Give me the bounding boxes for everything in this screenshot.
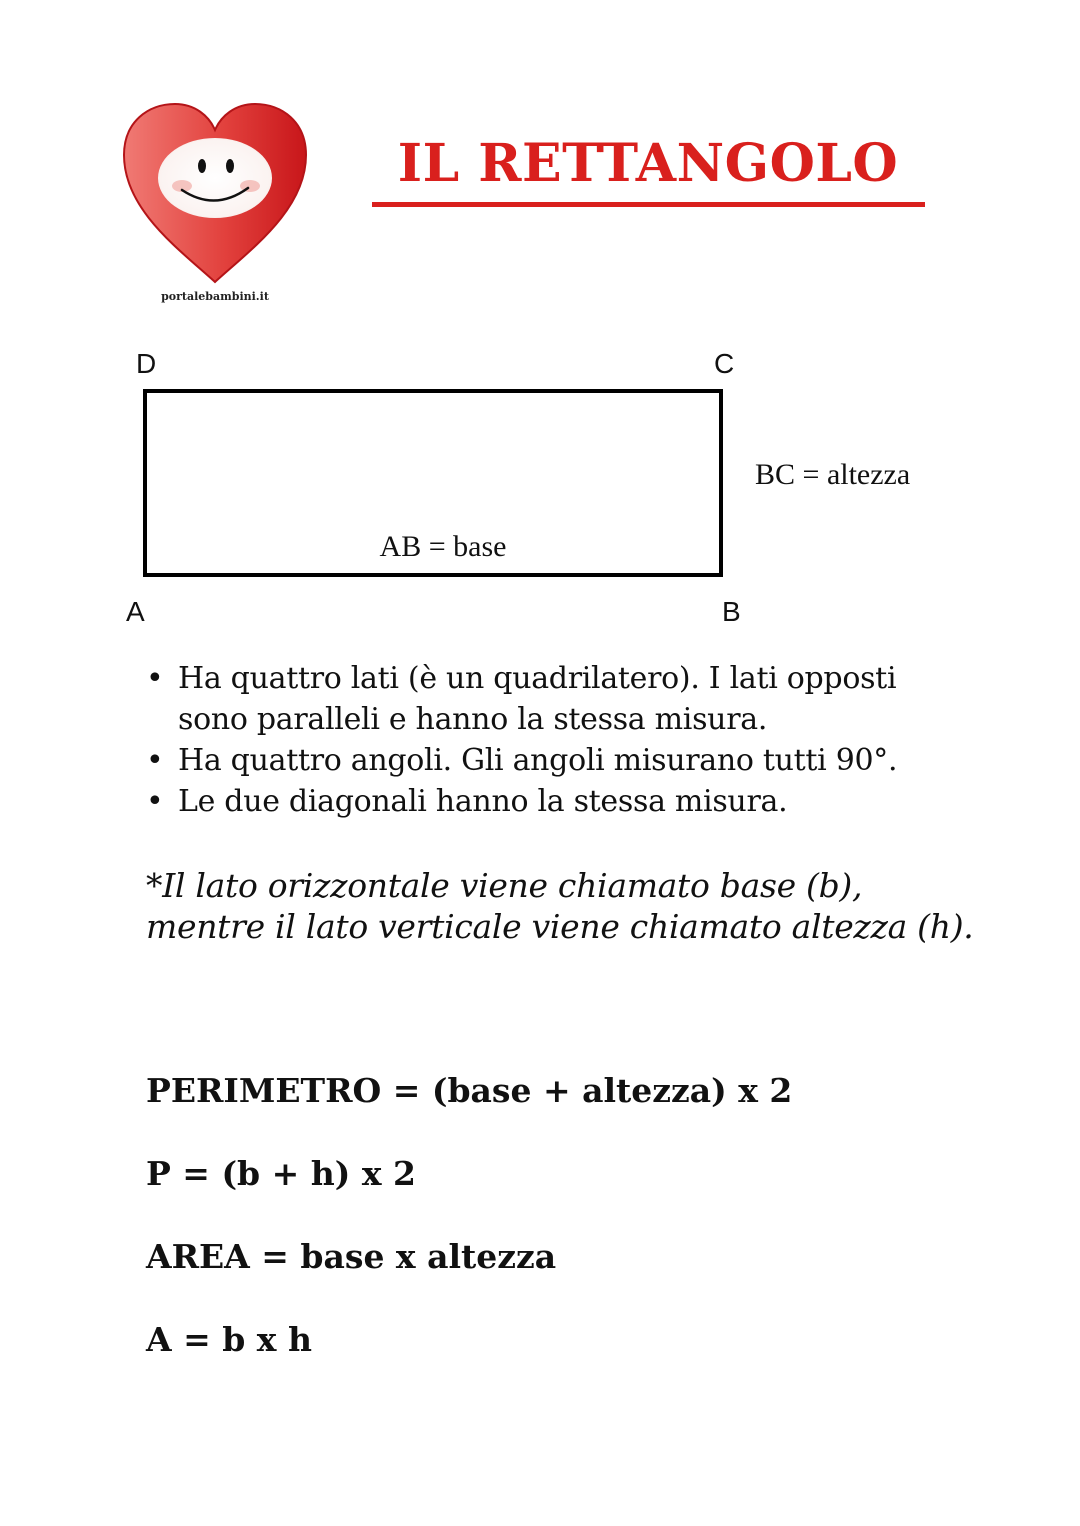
height-label: BC = altezza [755, 458, 911, 491]
properties-list [146, 658, 1006, 822]
note-line-1: *Il lato orizzontale viene chiamato base (b), [146, 866, 863, 905]
property-text: Ha quattro angoli. Gli angoli misurano tutti 90°. [178, 743, 898, 778]
area-formula-short: A = b x h [146, 1320, 312, 1359]
vertex-c: C [714, 348, 735, 379]
note-line-2: mentre il lato verticale viene chiamato altezza (h). [146, 907, 974, 946]
vertex-a: A [126, 596, 145, 627]
property-text: Ha quattro lati (è un quadrilatero). I lati opposti [178, 661, 897, 696]
definition-note [146, 865, 1026, 947]
list-item [146, 658, 1006, 740]
perimeter-formula-short: P = (b + h) x 2 [146, 1154, 416, 1193]
vertex-d: D [136, 348, 157, 379]
property-text: Le due diagonali hanno la stessa misura. [178, 784, 788, 819]
list-item [146, 740, 1006, 781]
vertex-b: B [722, 596, 741, 627]
base-label: AB = base [379, 530, 507, 563]
bullet-icon: • [146, 661, 164, 696]
title-underline [372, 202, 925, 207]
bullet-icon: • [146, 743, 164, 778]
page-title: IL RETTANGOLO [397, 133, 899, 194]
property-text-continued: sono paralleli e hanno la stessa misura. [178, 702, 768, 737]
list-item [146, 781, 1006, 822]
area-formula: AREA = base x altezza [146, 1237, 557, 1276]
site-caption: portalebambini.it [161, 290, 269, 303]
perimeter-formula: PERIMETRO = (base + altezza) x 2 [146, 1071, 793, 1110]
bullet-icon: • [146, 784, 164, 819]
heart-smiley-logo [120, 100, 310, 300]
